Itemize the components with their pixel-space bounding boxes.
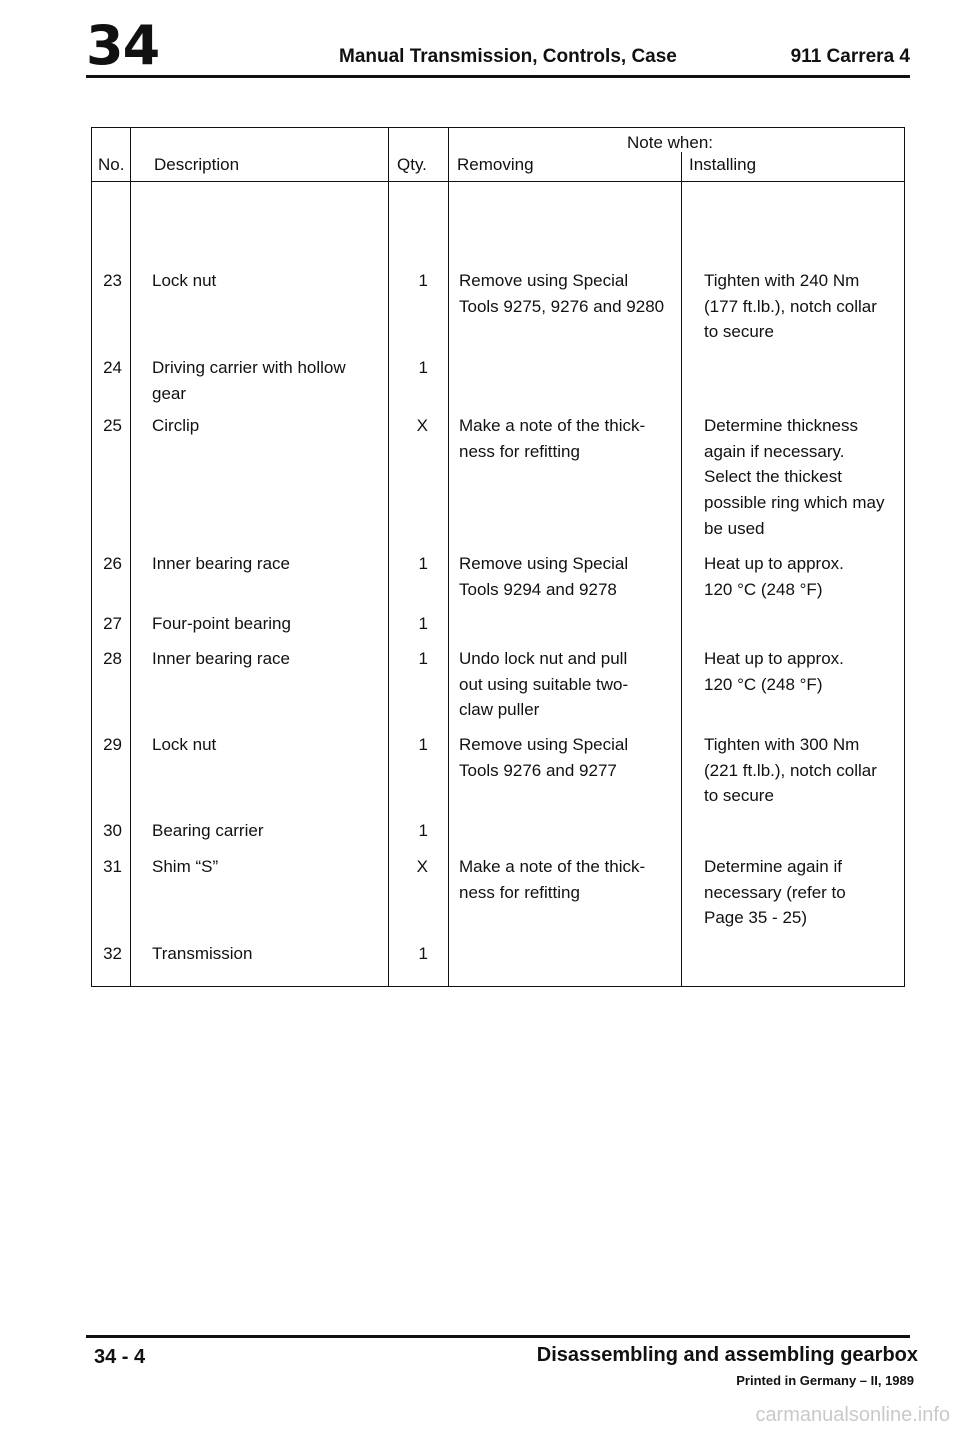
row-installing-note: Heat up to approx.: [704, 554, 844, 573]
column-header-description: Description: [154, 155, 240, 174]
column-header-installing: Installing: [689, 155, 757, 174]
row-installing-note: Determine thickness: [704, 416, 859, 435]
row-removing-note: out using suitable two-: [459, 674, 629, 694]
row-number: 26: [103, 554, 122, 573]
row-description: gear: [152, 383, 187, 403]
row-description: Inner bearing race: [152, 554, 290, 573]
row-removing-note: Tools 9275, 9276 and 9280: [459, 296, 665, 316]
row-removing-note: Remove using Special: [459, 735, 629, 754]
row-installing-note: Tighten with 240 Nm: [704, 271, 860, 290]
row-installing-note: Determine again if: [704, 857, 842, 876]
column-header-no: No.: [98, 155, 125, 174]
row-number: 32: [103, 944, 122, 963]
row-installing-note: be used: [704, 518, 765, 538]
row-number: 25: [103, 416, 122, 435]
column-header-removing: Removing: [457, 155, 534, 174]
row-number: 31: [103, 857, 122, 876]
row-number: 23: [103, 271, 122, 290]
column-divider: [681, 152, 682, 986]
row-removing-note: Tools 9294 and 9278: [459, 579, 617, 599]
row-description: Bearing carrier: [152, 821, 264, 840]
row-installing-note: (177 ft.lb.), notch collar: [704, 296, 877, 316]
row-number: 24: [103, 358, 122, 377]
row-removing-note: Make a note of the thick-: [459, 857, 646, 876]
print-info: Printed in Germany – II, 1989: [736, 1373, 914, 1388]
row-installing-note: Select the thickest: [704, 467, 842, 487]
row-installing-note: Tighten with 300 Nm: [704, 735, 860, 754]
row-removing-note: Make a note of the thick-: [459, 416, 646, 435]
row-installing-note: to secure: [704, 322, 774, 342]
column-divider: [448, 128, 449, 986]
row-installing-note: again if necessary.: [704, 441, 845, 461]
row-installing-note: Heat up to approx.: [704, 649, 844, 668]
row-installing-note: Page 35 - 25): [704, 908, 808, 928]
row-installing-note: (221 ft.lb.), notch collar: [704, 760, 877, 780]
row-removing-note: Remove using Special: [459, 271, 629, 290]
column-header-qty: Qty.: [397, 155, 427, 174]
header-rule: [86, 75, 910, 78]
row-quantity: X: [416, 857, 428, 876]
row-quantity: 1: [418, 271, 428, 290]
row-description: Shim “S”: [152, 857, 219, 876]
row-description: Circlip: [152, 416, 200, 435]
row-installing-note: to secure: [704, 786, 774, 806]
row-description: Lock nut: [152, 735, 217, 754]
parts-table: [91, 127, 905, 987]
row-removing-note: Tools 9276 and 9277: [459, 760, 617, 780]
row-description: Inner bearing race: [152, 649, 290, 668]
note-when-heading: Note when:: [627, 133, 713, 152]
header-title: Manual Transmission, Controls, Case: [339, 46, 677, 67]
row-installing-note: 120 °C (248 °F): [704, 579, 823, 599]
row-removing-note: Remove using Special: [459, 554, 629, 573]
footer-rule: [86, 1335, 910, 1338]
row-installing-note: possible ring which may: [704, 493, 885, 513]
row-removing-note: ness for refitting: [459, 441, 580, 461]
row-number: 30: [103, 821, 122, 840]
row-installing-note: 120 °C (248 °F): [704, 674, 823, 694]
row-description: Four-point bearing: [152, 614, 291, 633]
row-quantity: 1: [418, 735, 428, 754]
row-description: Driving carrier with hollow: [152, 358, 346, 377]
row-quantity: 1: [418, 821, 428, 840]
column-divider: [388, 128, 389, 986]
row-removing-note: Undo lock nut and pull: [459, 649, 628, 668]
row-removing-note: ness for refitting: [459, 882, 580, 902]
row-quantity: 1: [418, 649, 428, 668]
section-title: Disassembling and assembling gearbox: [536, 1344, 918, 1366]
row-installing-note: necessary (refer to: [704, 882, 846, 902]
row-number: 28: [103, 649, 122, 668]
row-quantity: X: [416, 416, 428, 435]
row-quantity: 1: [418, 358, 428, 377]
row-number: 29: [103, 735, 122, 754]
header-divider: [92, 181, 904, 182]
header-model: 911 Carrera 4: [790, 46, 910, 67]
watermark: carmanualsonline.info: [755, 1404, 950, 1426]
row-description: Lock nut: [152, 271, 217, 290]
column-divider: [130, 128, 131, 986]
row-quantity: 1: [418, 614, 428, 633]
row-number: 27: [103, 614, 122, 633]
page-number: 34 - 4: [94, 1346, 146, 1368]
row-description: Transmission: [152, 944, 253, 963]
chapter-number: 34: [86, 14, 160, 77]
row-quantity: 1: [418, 944, 428, 963]
row-quantity: 1: [418, 554, 428, 573]
row-removing-note: claw puller: [459, 700, 540, 720]
